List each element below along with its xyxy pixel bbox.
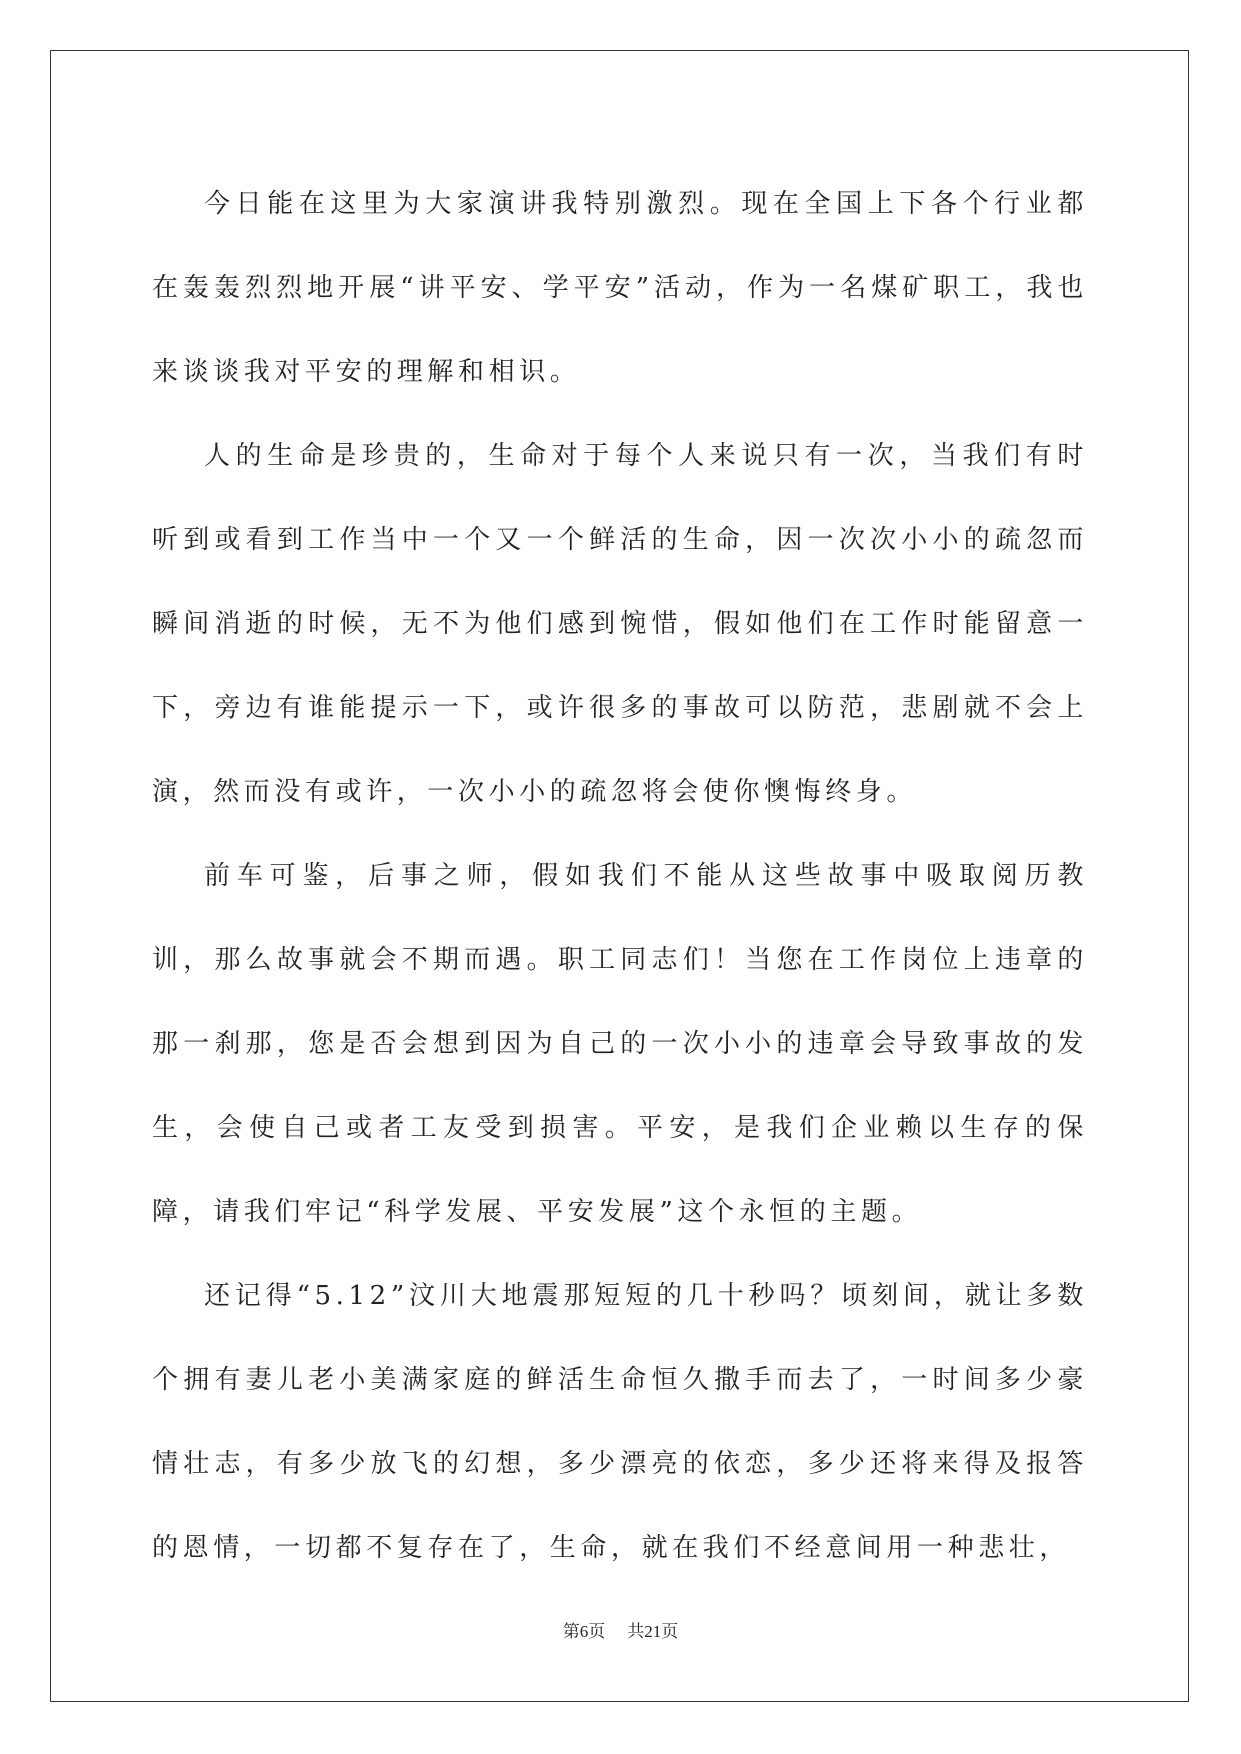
paragraph-4: 还记得“5.12”汶川大地震那短短的几十秒吗？顷刻间，就让多数个拥有妻儿老小美满家庭的鲜活生命恒久撒手而去了，一时间多少豪情壮志，有多少放飞的幻想，多少漂亮的依恋，多少还将来得及报答的恩情，一切都不复存在了，生命，就在我们不经意间用一种悲壮， — [152, 1281, 1088, 1563]
paragraph-1: 今日能在这里为大家演讲我特别激烈。现在全国上下各个行业都在轰轰烈烈地开展“讲平安、学平安”活动，作为一名煤矿职工，我也来谈谈我对平安的理解和相识。 — [152, 189, 1088, 387]
document-body — [152, 162, 1088, 1590]
paragraph-2: 人的生命是珍贵的，生命对于每个人来说只有一次，当我们有时听到或看到工作当中一个又一个鲜活的生命，因一次次小小的疏忽而瞬间消逝的时候，无不为他们感到惋惜，假如他们在工作时能留意一下，旁边有谁能提示一下，或许很多的事故可以防范，悲剧就不会上演，然而没有或许，一次小小的疏忽将会使你懊悔终身。 — [152, 441, 1088, 807]
page-number: 第6页 — [562, 1622, 606, 1641]
page-footer — [0, 1617, 1241, 1642]
paragraph-3: 前车可鉴，后事之师，假如我们不能从这些故事中吸取阅历教训，那么故事就会不期而遇。职工同志们！当您在工作岗位上违章的那一刹那，您是否会想到因为自己的一次小小的违章会导致事故的发生，会使自己或者工友受到损害。平安，是我们企业赖以生存的保障，请我们牢记“科学发展、平安发展”这个永恒的主题。 — [152, 861, 1088, 1227]
page-total: 共21页 — [627, 1622, 679, 1641]
